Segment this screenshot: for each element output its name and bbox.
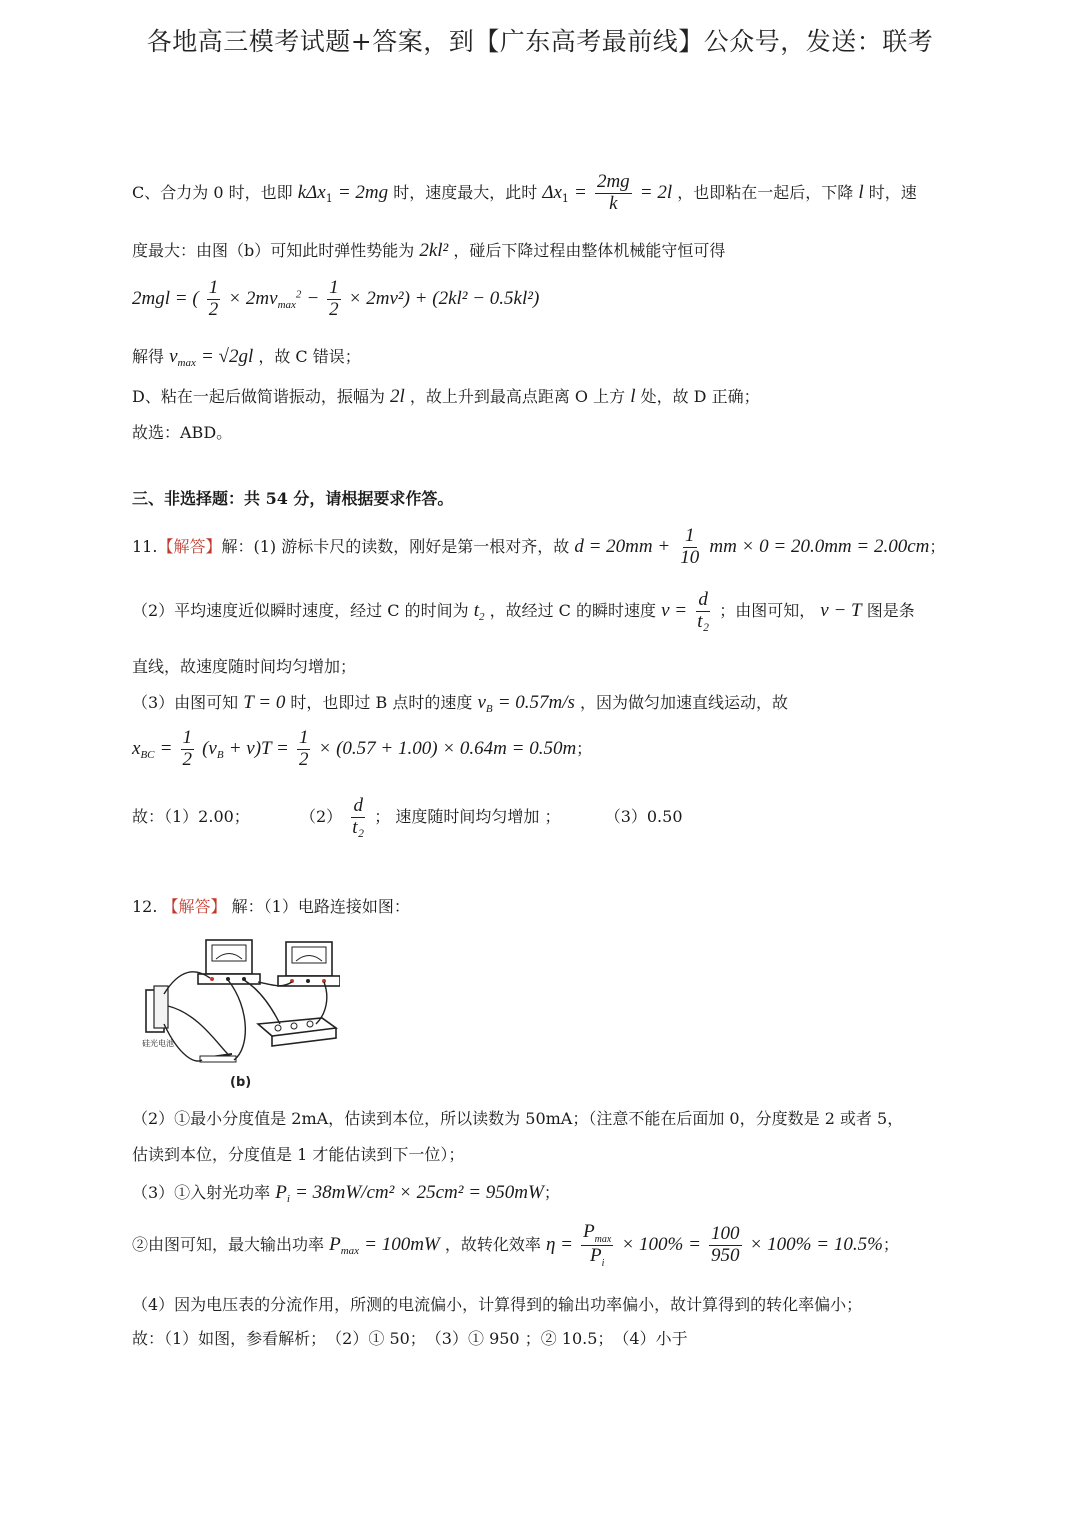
q12-part2-cont: 估读到本位，分度值是 1 才能估读到下一位）； [132,1145,465,1164]
page-banner: 各地高三模考试题+答案，到【广东高考最前线】公众号，发送：联考 [146,27,934,56]
section-d-text: D、粘在一起后做简谐振动，振幅为 2l ，故上升到最高点距离 O 上方 l 处，故 D 正确； [132,386,760,407]
section-3-heading: 三、非选择题：共 54 分，请根据要求作答。 [132,489,454,508]
q11-part2-cont: 直线，故速度随时间均匀增加； [132,657,357,676]
q12-part4: （4）因为电压表的分流作用，所测的电流偏小，计算得到的输出功率偏小，故计算得到的转化率偏小； [132,1295,863,1314]
q12-part2: （2）①最小分度值是 2mA，估读到本位，所以读数为 50mA；（注意不能在后面加 0，分度数是 2 或者 5， [132,1109,904,1128]
q12-intro: 12. 【解答】 解：（1）电路连接如图： [132,897,410,916]
q11-answer: 故：（1）2.00； （2） $\frac{d}{\text{t₂}}$ ； 速度随时间均匀增加 ； （3）0.50 [132,795,683,838]
q11-part1: 11.【解答】解：(1) 游标卡尺的读数，刚好是第一根对齐，故 d = 20mm + $\frac{1}{10}$ mm × 0 = 20.0mm = 2.00cm； [132,525,946,568]
section-c-line1: C、合力为 0 时，也即 kΔx$_1$ = 2mg 时，速度最大，此时 $\Delta x_1$ = $\frac{2mg}{k}$ = 2l ，也即粘在一起后，下降 l 时，速 [132,171,917,214]
q11-part2: （2）平均速度近似瞬时速度，经过 C 的时间为 $t_2$ ，故经过 C 的瞬时速度 v = $\frac{d}{\text{t₂}}$ ；由图可知， v − T 图是条 [132,589,915,632]
cell-label: 硅光电池 [142,1039,174,1048]
q11-part3-equation: $x_{BC}$ = $\frac{1}{2}$ $(v_B + v)T$ = $\frac{1}{2}$ × (0.57 + 1.00) × 0.64m = 0.50m； [132,727,593,770]
circuit-diagram [140,928,340,1088]
q12-answer: 故：（1）如图，参看解析； （2）① 50； （3）① 950 ；② 10.5； （4）小于 [132,1329,688,1348]
fraction-2mg-k: $\frac{2mg}{k}$ [596,171,630,214]
circuit-figure [140,928,340,1088]
answer-tag: 【解答】 [157,536,222,556]
q12-part3-2: ②由图可知，最大输出功率 $P_{max} = 100mW$ ，故转化效率 η = $\frac{P_{max}}{P_i}$ × 100% = $\frac{100}{950}$ × 100% = 10.5%； [132,1221,899,1269]
q12-part3-1: （3）①入射光功率 $P_i = 38mW/cm^2 \times 25cm^2 = 950mW$； [132,1182,560,1206]
answer-tag: 【解答】 [162,897,227,916]
section-d-choice: 故选：ABD。 [132,423,233,442]
section-c-equation: 2mgl = ( $\frac{1}{2}$ × $2mv_{max}^2$ − $\frac{1}{2}$ × 2mv²) + (2kl² − 0.5kl²) [132,277,540,320]
figure-label: (b) [230,1075,252,1088]
section-c-line2: 度最大：由图（b）可知此时弹性势能为 2kl² ，碰后下降过程由整体机械能守恒可得 [132,240,726,261]
q11-part3: （3）由图可知 T = 0 时，也即过 B 点时的速度 $v_B = 0.57m/s$ ，因为做匀加速直线运动，故 [132,692,789,716]
section-c-solution: 解得 $v_{max} = √2gl$ ，故 C 错误； [132,346,361,370]
